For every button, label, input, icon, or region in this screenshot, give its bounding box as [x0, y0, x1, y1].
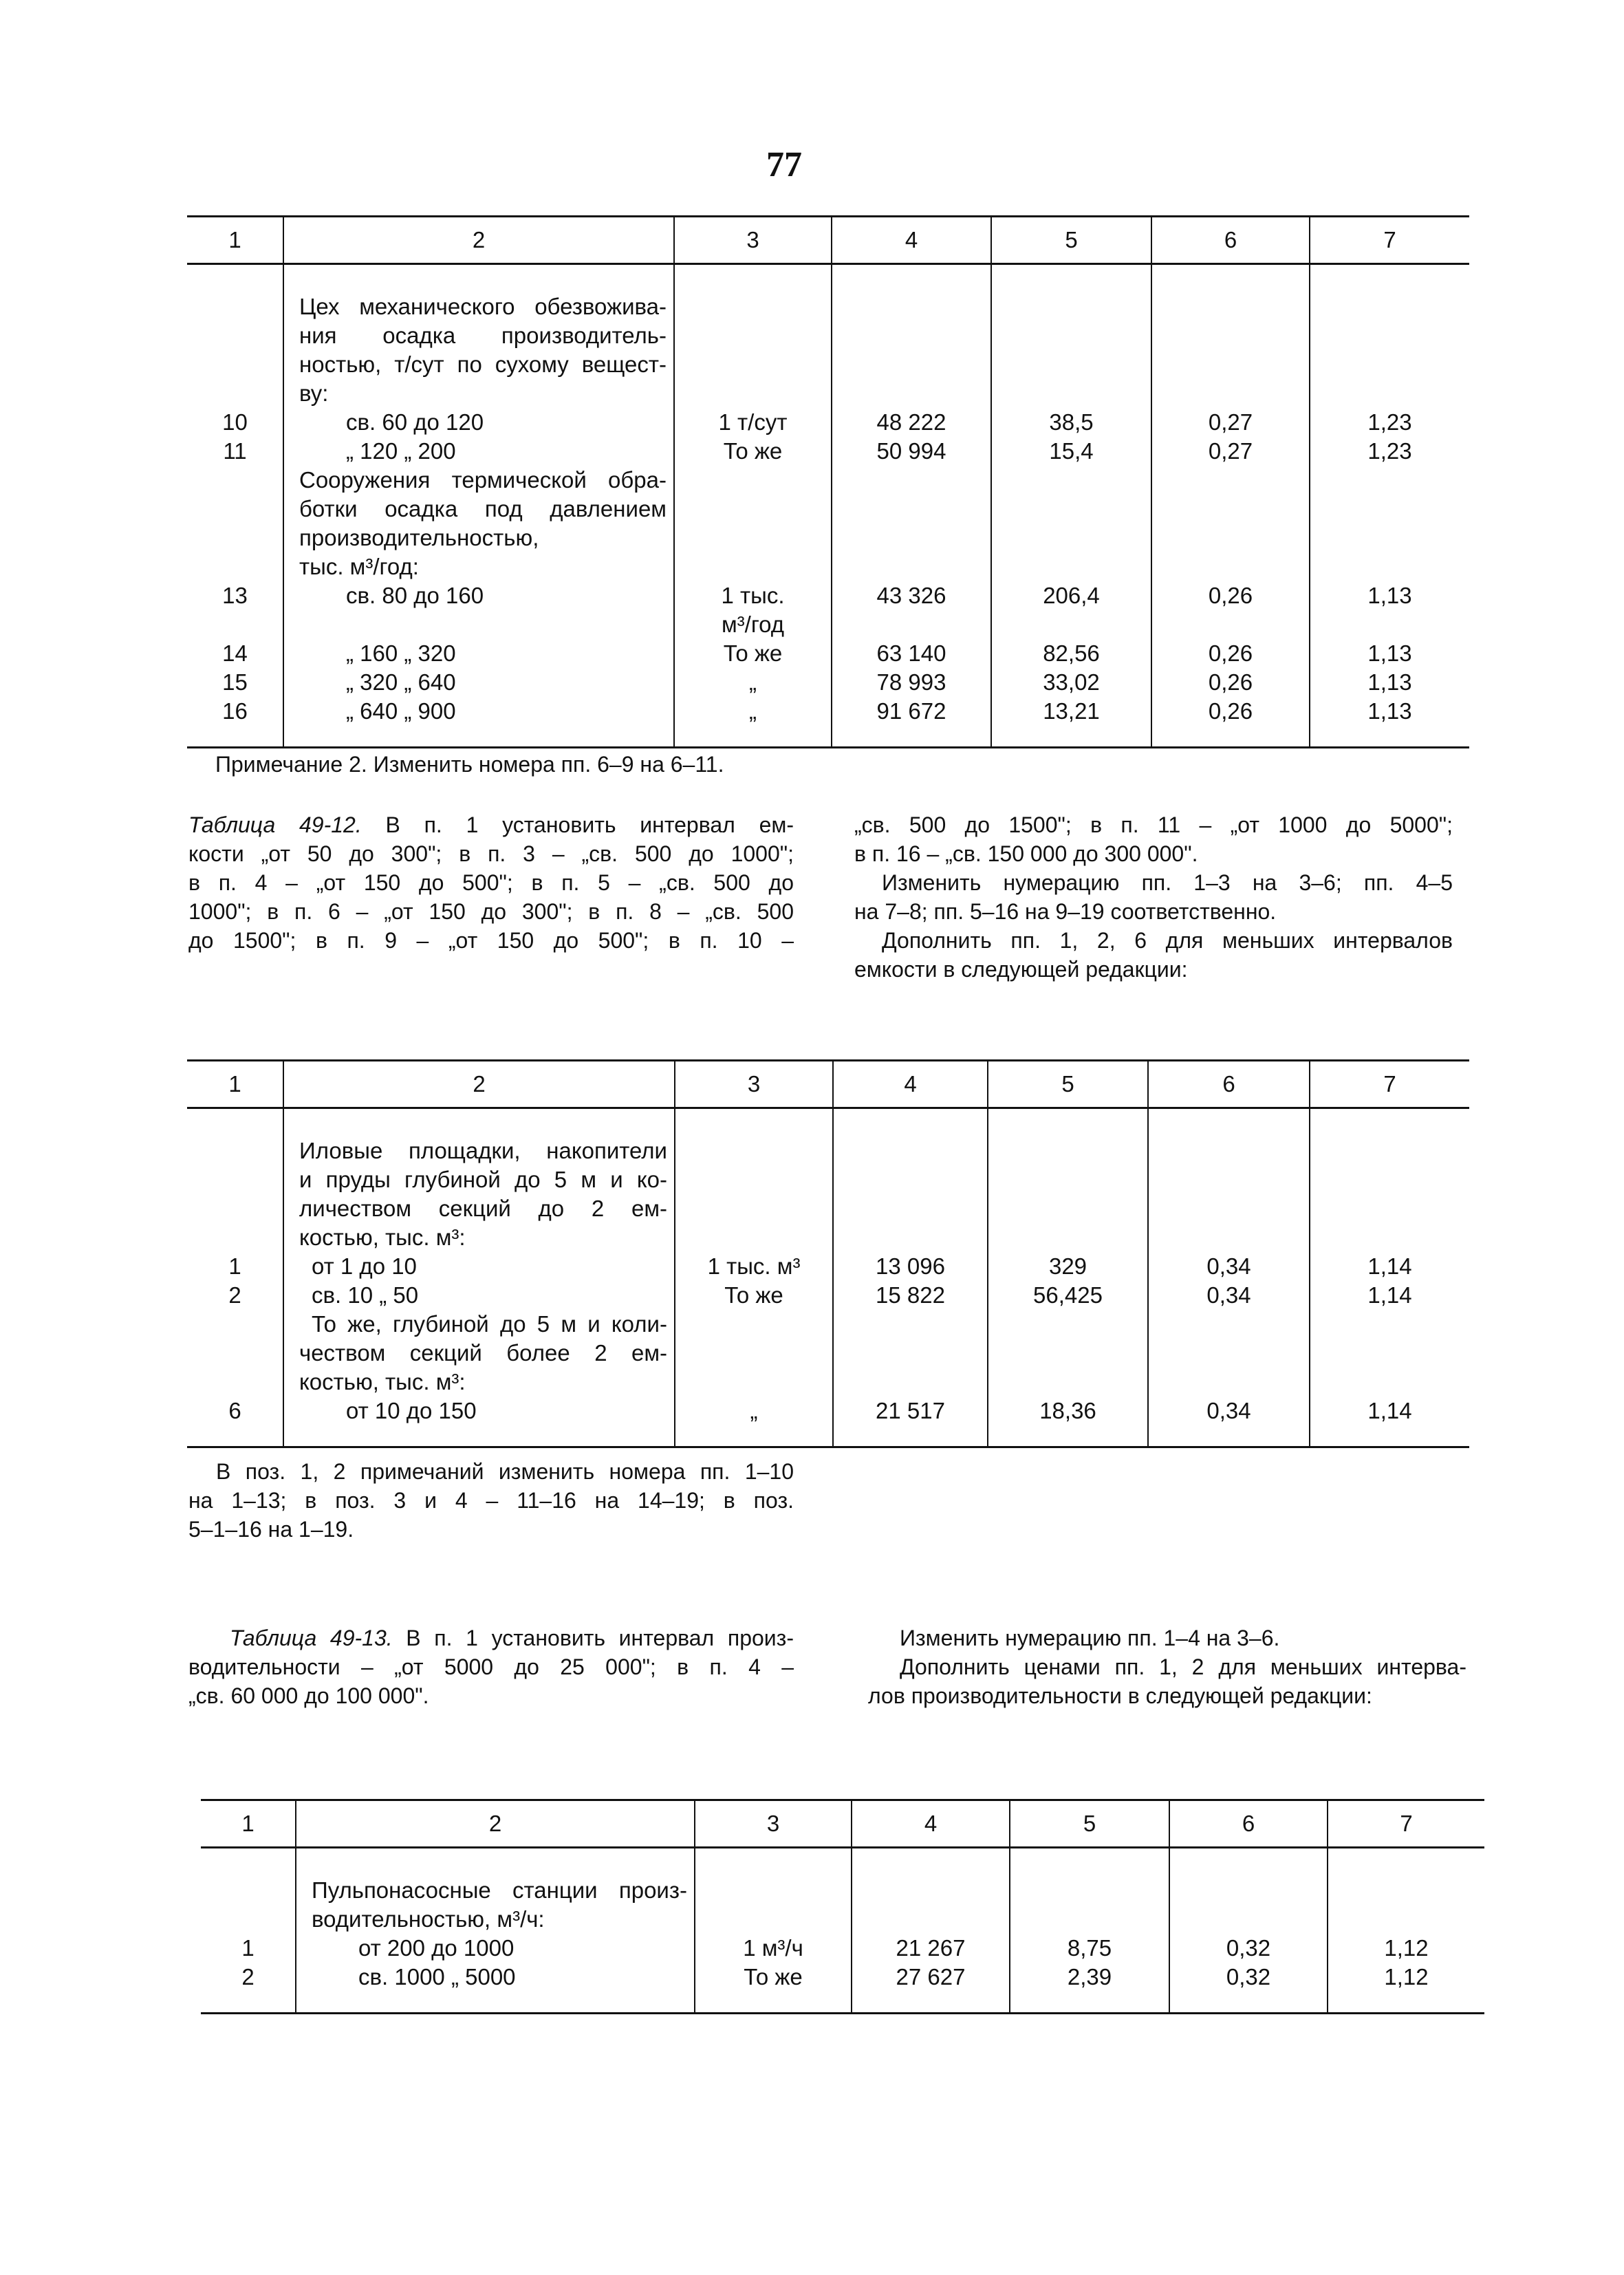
col-header-4: 4 [833, 1061, 988, 1108]
col-header-2: 2 [283, 1061, 675, 1108]
table-3 [201, 1799, 1484, 2014]
paragraph-line: на 1–13; в поз. 3 и 4 – 11–16 на 14–19; в поз. [188, 1488, 794, 1513]
section-heading-line: ностью, т/сут по сухому вещест- [299, 352, 667, 377]
unit-cell: м³/год [721, 612, 785, 637]
table-1-col-unit [674, 264, 832, 748]
value-cell: 1,14 [1367, 1398, 1412, 1423]
table-49-13-right [868, 1624, 1466, 1710]
col-header-6: 6 [1151, 217, 1310, 264]
range-label: „ 640 „ 900 [346, 698, 456, 724]
row-number: 6 [228, 1398, 241, 1423]
table-3-col-5 [1010, 1848, 1169, 2014]
paragraph-line: 5–1–16 на 1–19. [188, 1517, 354, 1542]
value-cell: 15 822 [876, 1282, 945, 1308]
table-3-col-7 [1328, 1848, 1484, 2014]
table-49-12-title: Таблица 49-12. [188, 812, 362, 837]
value-cell: 0,26 [1208, 640, 1253, 666]
value-cell: 206,4 [1043, 583, 1100, 608]
col-header-3: 3 [675, 1061, 833, 1108]
col-header-6: 6 [1148, 1061, 1310, 1108]
value-cell: 38,5 [1049, 409, 1094, 435]
range-label: „ 120 „ 200 [346, 438, 456, 464]
table-2 [187, 1059, 1469, 1448]
paragraph-line: водительности – „от 5000 до 25 000"; в п. 4 – [188, 1654, 794, 1679]
range-label: св. 10 „ 50 [312, 1282, 419, 1308]
value-cell: 63 140 [876, 640, 946, 666]
col-header-5: 5 [1010, 1800, 1169, 1848]
value-cell: 8,75 [1067, 1935, 1112, 1961]
col-header-4: 4 [832, 217, 991, 264]
table-1-col-6 [1151, 264, 1310, 748]
paragraph-line: 1000"; в п. 6 – „от 150 до 300"; в п. 8 – „св. 500 [188, 899, 794, 924]
value-cell: 1,23 [1367, 438, 1412, 464]
row-number: 10 [222, 409, 248, 435]
unit-cell: „ [749, 698, 757, 724]
paragraph-line: емкости в следующей редакции: [854, 957, 1188, 982]
paragraph-line: „св. 500 до 1500"; в п. 11 – „от 1000 до 5000"; [854, 812, 1453, 837]
col-header-3: 3 [674, 217, 832, 264]
value-cell: 0,32 [1226, 1935, 1271, 1961]
table-1 [187, 215, 1469, 748]
table-2-col-unit [675, 1108, 833, 1447]
value-cell: 78 993 [876, 669, 946, 695]
row-number: 13 [222, 583, 248, 608]
value-cell: 13 096 [876, 1253, 945, 1279]
value-cell: 1,14 [1367, 1253, 1412, 1279]
paragraph-line: В п. 1 установить интервал ем- [385, 812, 794, 837]
value-cell: 0,34 [1206, 1282, 1251, 1308]
section-heading-line: Сооружения термической обра- [299, 467, 667, 493]
col-header-5: 5 [991, 217, 1151, 264]
value-cell: 50 994 [876, 438, 946, 464]
table-2-col-7 [1310, 1108, 1469, 1447]
value-cell: 2,39 [1067, 1964, 1112, 1990]
table-2-col-4 [833, 1108, 988, 1447]
unit-cell: То же [723, 640, 783, 666]
section-heading-line: То же, глубиной до 5 м и коли- [312, 1311, 667, 1337]
value-cell: 0,27 [1208, 409, 1253, 435]
paragraph-line: в п. 16 – „св. 150 000 до 300 000". [854, 841, 1198, 866]
table-1-col-num [187, 264, 283, 748]
table-2-col-num [187, 1108, 283, 1447]
value-cell: 27 627 [896, 1964, 966, 1990]
section-heading-line: тыс. м³/год: [299, 554, 419, 579]
range-label: от 10 до 150 [346, 1398, 477, 1423]
paragraph-line: Дополнить пп. 1, 2, 6 для меньших интервалов [882, 928, 1453, 953]
col-header-6: 6 [1169, 1800, 1328, 1848]
value-cell: 0,27 [1208, 438, 1253, 464]
value-cell: 0,26 [1208, 698, 1253, 724]
value-cell: 0,26 [1208, 669, 1253, 695]
section-heading-line: чеством секций более 2 ем- [299, 1340, 667, 1366]
table-1-col-7 [1310, 264, 1469, 748]
row-number: 1 [241, 1935, 255, 1961]
value-cell: 56,425 [1033, 1282, 1103, 1308]
col-header-1: 1 [201, 1800, 296, 1848]
table-3-col-4 [852, 1848, 1010, 2014]
paragraph-line: лов производительности в следующей редакции: [868, 1683, 1372, 1708]
section-heading-line: ву: [299, 380, 329, 406]
value-cell: 1,12 [1384, 1935, 1429, 1961]
col-header-7: 7 [1328, 1800, 1484, 1848]
col-header-5: 5 [988, 1061, 1148, 1108]
col-header-2: 2 [296, 1800, 695, 1848]
table-2-col-desc [283, 1108, 675, 1447]
section-heading-line: ботки осадка под давлением [299, 496, 667, 521]
row-number: 15 [222, 669, 248, 695]
table-3-col-unit [695, 1848, 852, 2014]
unit-cell: То же [724, 1282, 783, 1308]
section-heading-line: Цех механического обезвожива- [299, 294, 667, 319]
value-cell: 1,13 [1367, 698, 1412, 724]
value-cell: 329 [1048, 1253, 1087, 1279]
note-2 [215, 750, 903, 779]
table-3-col-desc [296, 1848, 695, 2014]
value-cell: 0,32 [1226, 1964, 1271, 1990]
value-cell: 18,36 [1039, 1398, 1096, 1423]
value-cell: 48 222 [876, 409, 946, 435]
paragraph-line: в п. 4 – „от 150 до 500"; в п. 5 – „св. 500 до [188, 870, 794, 895]
range-label: „ 320 „ 640 [346, 669, 456, 695]
value-cell: 15,4 [1049, 438, 1094, 464]
value-cell: 1,23 [1367, 409, 1412, 435]
range-label: св. 80 до 160 [346, 583, 484, 608]
paragraph-line: В поз. 1, 2 примечаний изменить номера пп. 1–10 [216, 1459, 794, 1484]
unit-cell: „ [750, 1398, 758, 1423]
unit-cell: То же [744, 1964, 803, 1990]
section-heading-line: ния осадка производитель- [299, 323, 667, 348]
paragraph-line: „св. 60 000 до 100 000". [188, 1683, 429, 1708]
value-cell: 1,12 [1384, 1964, 1429, 1990]
value-cell: 33,02 [1043, 669, 1100, 695]
table-49-12-left [188, 810, 794, 955]
section-heading-line: костью, тыс. м³: [299, 1369, 466, 1394]
col-header-3: 3 [695, 1800, 852, 1848]
value-cell: 1,13 [1367, 669, 1412, 695]
value-cell: 82,56 [1043, 640, 1100, 666]
range-label: „ 160 „ 320 [346, 640, 456, 666]
table-3-col-num [201, 1848, 296, 2014]
section-heading-line: производительностью, [299, 525, 539, 550]
row-number: 1 [228, 1253, 241, 1279]
col-header-1: 1 [187, 1061, 283, 1108]
table-3-header [201, 1800, 1484, 1848]
row-number: 2 [228, 1282, 241, 1308]
table-2-col-6 [1148, 1108, 1310, 1447]
unit-cell: То же [723, 438, 783, 464]
section-heading-line: водительностью, м³/ч: [312, 1906, 545, 1932]
note-2-text: Примечание 2. Изменить номера пп. 6–9 на 6–11. [215, 752, 724, 777]
section-heading-line: Иловые площадки, накопители [299, 1138, 667, 1163]
table-1-col-4 [832, 264, 991, 748]
page-number: 77 [766, 145, 802, 184]
section-heading-line: Пульпонасосные станции произ- [312, 1877, 687, 1903]
unit-cell: 1 тыс. [721, 583, 785, 608]
table-1-col-5 [991, 264, 1151, 748]
unit-cell: 1 тыс. м³ [707, 1253, 801, 1279]
value-cell: 91 672 [876, 698, 946, 724]
paragraph-line: В п. 1 установить интервал произ- [406, 1626, 794, 1650]
row-number: 14 [222, 640, 248, 666]
unit-cell: „ [749, 669, 757, 695]
notes-change [188, 1457, 794, 1544]
table-49-13-left [188, 1624, 794, 1710]
table-3-col-6 [1169, 1848, 1328, 2014]
range-label: св. 60 до 120 [346, 409, 484, 435]
unit-cell: 1 м³/ч [743, 1935, 803, 1961]
unit-cell: 1 т/сут [718, 409, 788, 435]
value-cell: 1,13 [1367, 583, 1412, 608]
table-1-col-desc [283, 264, 674, 748]
value-cell: 13,21 [1043, 698, 1100, 724]
col-header-7: 7 [1310, 1061, 1469, 1108]
col-header-7: 7 [1310, 217, 1469, 264]
range-label: от 200 до 1000 [358, 1935, 515, 1961]
table-1-header [187, 217, 1469, 264]
section-heading-line: костью, тыс. м³: [299, 1225, 466, 1250]
table-49-12-right [854, 810, 1453, 984]
value-cell: 0,26 [1208, 583, 1253, 608]
row-number: 2 [241, 1964, 255, 1990]
row-number: 16 [222, 698, 248, 724]
row-number: 11 [223, 438, 247, 464]
paragraph-line: Изменить нумерацию пп. 1–4 на 3–6. [900, 1626, 1280, 1650]
value-cell: 1,14 [1367, 1282, 1412, 1308]
paragraph-line: на 7–8; пп. 5–16 на 9–19 соответственно. [854, 899, 1277, 924]
value-cell: 0,34 [1206, 1253, 1251, 1279]
table-2-header [187, 1061, 1469, 1108]
paragraph-line: до 1500"; в п. 9 – „от 150 до 500"; в п. 10 – [188, 928, 794, 953]
section-heading-line: и пруды глубиной до 5 м и ко- [299, 1167, 667, 1192]
col-header-4: 4 [852, 1800, 1010, 1848]
paragraph-line: Изменить нумерацию пп. 1–3 на 3–6; пп. 4–5 [882, 870, 1453, 895]
value-cell: 1,13 [1367, 640, 1412, 666]
range-label: св. 1000 „ 5000 [358, 1964, 516, 1990]
table-2-col-5 [988, 1108, 1148, 1447]
col-header-2: 2 [283, 217, 674, 264]
value-cell: 21 267 [896, 1935, 966, 1961]
paragraph-line: кости „от 50 до 300"; в п. 3 – „св. 500 до 1000"; [188, 841, 794, 866]
paragraph-line: Дополнить ценами пп. 1, 2 для меньших интерва- [900, 1654, 1466, 1679]
table-49-13-title: Таблица 49-13. [230, 1626, 393, 1650]
value-cell: 0,34 [1206, 1398, 1251, 1423]
range-label: от 1 до 10 [312, 1253, 417, 1279]
value-cell: 21 517 [876, 1398, 945, 1423]
section-heading-line: личеством секций до 2 ем- [299, 1196, 667, 1221]
col-header-1: 1 [187, 217, 283, 264]
value-cell: 43 326 [876, 583, 946, 608]
